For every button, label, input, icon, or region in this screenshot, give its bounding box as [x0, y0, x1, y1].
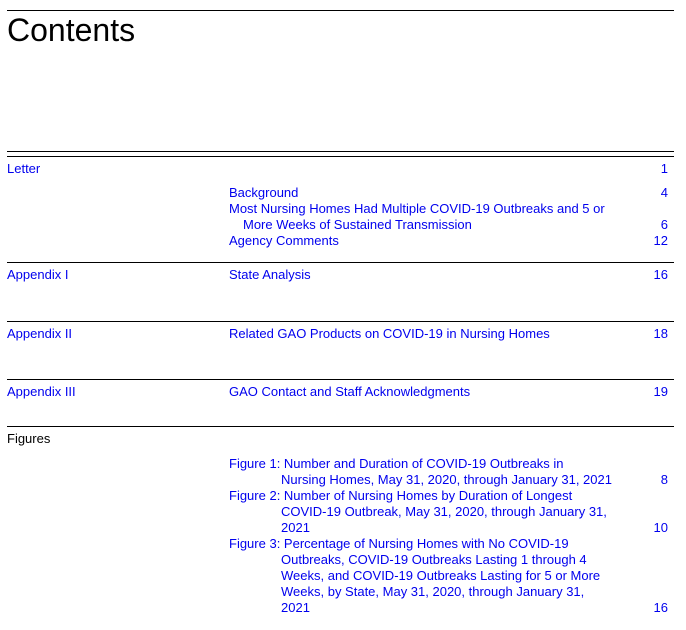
letter-page[interactable]: 1: [660, 161, 668, 176]
toc-figure-3-line1[interactable]: Figure 3: Percentage of Nursing Homes with No COVID-19: [229, 536, 569, 551]
toc-figure-2-line2[interactable]: COVID-19 Outbreak, May 31, 2020, through January 31,: [281, 504, 607, 519]
letter-link[interactable]: Letter: [7, 161, 41, 176]
toc-figure-2-line1[interactable]: Figure 2: Number of Nursing Homes by Duration of Longest: [229, 488, 573, 503]
toc-entry-agency-comments[interactable]: Agency Comments: [229, 233, 339, 248]
section-rule-appendix-3: [7, 379, 674, 380]
toc-figure-3-line4[interactable]: Weeks, by State, May 31, 2020, through January 31,: [281, 584, 585, 599]
toc-page-related-products[interactable]: 18: [653, 326, 668, 341]
toc-page-background[interactable]: 4: [660, 185, 668, 200]
page-title: Contents: [7, 12, 136, 48]
appendix-3-link[interactable]: Appendix III: [7, 384, 76, 399]
toc-figure-3-page[interactable]: 16: [653, 600, 668, 615]
contents-double-rule-bottom: [7, 156, 674, 157]
toc-entry-related-products[interactable]: Related GAO Products on COVID-19 in Nursing Homes: [229, 326, 550, 341]
section-rule-appendix-1: [7, 262, 674, 263]
toc-entry-background[interactable]: Background: [229, 185, 299, 200]
toc-entry-outbreaks-line1[interactable]: Most Nursing Homes Had Multiple COVID-19 Outbreaks and 5 or: [229, 201, 605, 216]
toc-figure-3-line3[interactable]: Weeks, and COVID-19 Outbreaks Lasting for 5 or More: [281, 568, 601, 583]
section-rule-appendix-2: [7, 321, 674, 322]
toc-page-agency-comments[interactable]: 12: [653, 233, 668, 248]
toc-page-outbreaks[interactable]: 6: [660, 217, 668, 232]
section-rule-figures: [7, 426, 674, 427]
toc-entry-gao-contact[interactable]: GAO Contact and Staff Acknowledgments: [229, 384, 471, 399]
toc-figure-3-line2[interactable]: Outbreaks, COVID-19 Outbreaks Lasting 1 through 4: [281, 552, 587, 567]
toc-entry-outbreaks-line2[interactable]: More Weeks of Sustained Transmission: [243, 217, 472, 232]
toc-figure-1-line1[interactable]: Figure 1: Number and Duration of COVID-19 Outbreaks in: [229, 456, 564, 471]
toc-page-gao-contact[interactable]: 19: [653, 384, 668, 399]
toc-figure-2-line3[interactable]: 2021: [281, 520, 310, 535]
toc-figure-1-page[interactable]: 8: [660, 472, 668, 487]
toc-entry-state-analysis[interactable]: State Analysis: [229, 267, 311, 282]
toc-page-state-analysis[interactable]: 16: [653, 267, 668, 282]
contents-double-rule-top: [7, 151, 674, 152]
toc-figure-3-line5[interactable]: 2021: [281, 600, 310, 615]
toc-figure-2-page[interactable]: 10: [653, 520, 668, 535]
toc-figure-1-line2[interactable]: Nursing Homes, May 31, 2020, through January 31, 2021: [281, 472, 612, 487]
figures-heading: Figures: [7, 431, 51, 446]
appendix-2-link[interactable]: Appendix II: [7, 326, 73, 341]
appendix-1-link[interactable]: Appendix I: [7, 267, 69, 282]
